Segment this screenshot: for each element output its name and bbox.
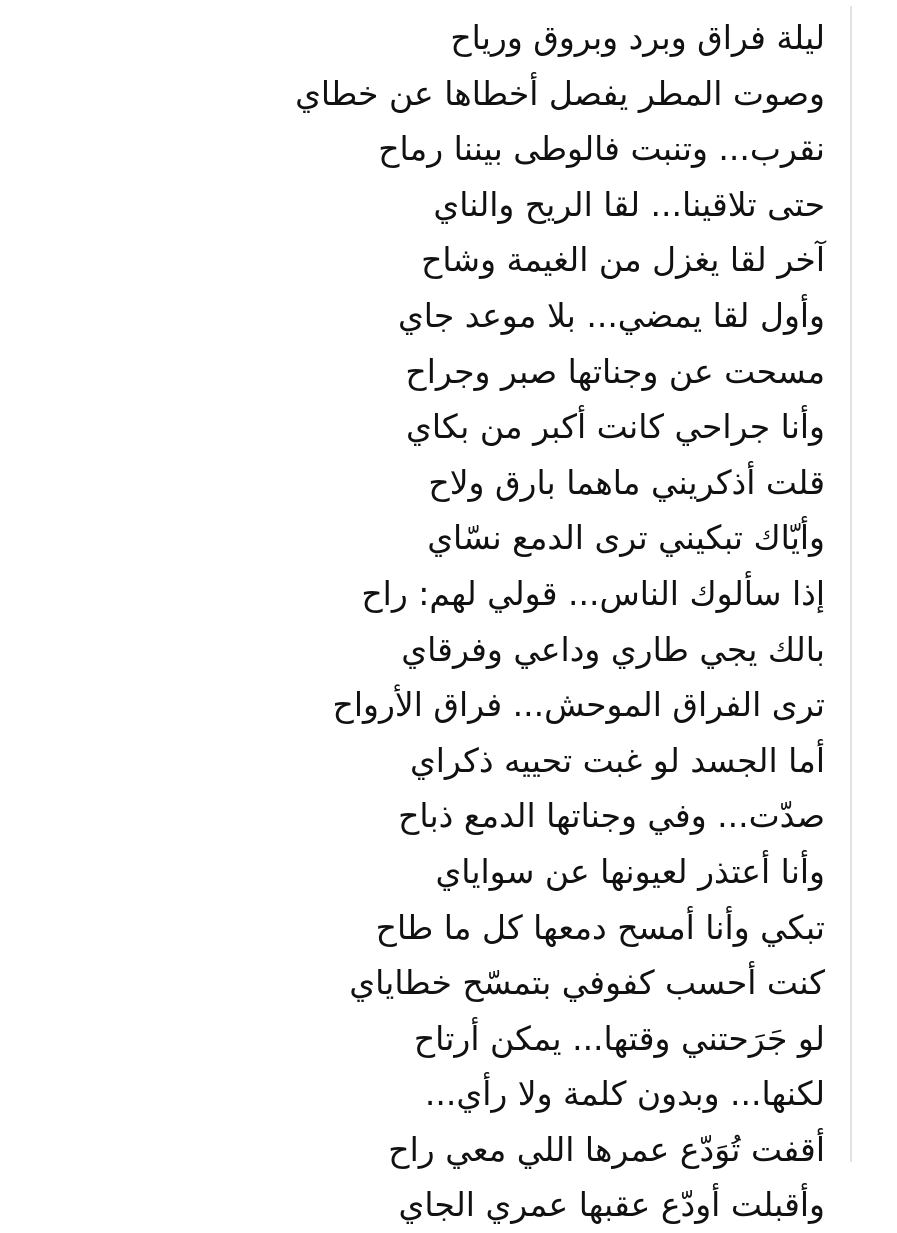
poem-line-9: قلت أذكريني ماهما بارق ولاح: [428, 462, 825, 502]
poem-line-4: حتى تلاقينا... لقا الريح والناي: [433, 184, 825, 224]
poem-line-13: ترى الفراق الموحش... فراق الأرواح: [332, 685, 825, 725]
poem-line-14: أما الجسد لو غبت تحييه ذكراي: [409, 740, 825, 780]
poem-line-3: نقرب... وتنبت فالوطى بيننا رماح: [378, 129, 825, 169]
poem-line-22: وأقبلت أودّع عقبها عمري الجاي: [398, 1185, 825, 1225]
poem-line-11: إذا سألوك الناس... قولي لهم: راح: [361, 573, 825, 613]
poem-text: [65, 10, 825, 1233]
poem-line-16: وأنا أعتذر لعيونها عن سواياي: [435, 851, 825, 891]
poem-line-17: تبكي وأنا أمسح دمعها كل ما طاح: [375, 907, 825, 947]
poem-line-20: لكنها... وبدون كلمة ولا رأي...: [424, 1074, 825, 1114]
vertical-divider: [850, 6, 852, 1162]
poem-line-1: ليلة فراق وبرد وبروق ورياح: [450, 18, 825, 57]
poem-line-15: صدّت... وفي وجناتها الدمع ذباح: [398, 796, 825, 836]
poem-line-21: أقفت تُوَدّع عمرها اللي معي راح: [388, 1129, 825, 1169]
poem-line-7: مسحت عن وجناتها صبر وجراح: [405, 351, 825, 391]
poem-line-5: آخر لقا يغزل من الغيمة وشاح: [421, 240, 825, 280]
poem-line-19: لو جَرَحتني وقتها... يمكن أرتاح: [413, 1018, 825, 1058]
poem-line-10: وأيّاك تبكيني ترى الدمع نسّاي: [427, 518, 825, 558]
poem-line-18: كنت أحسب كفوفي بتمسّح خطاياي: [349, 963, 825, 1003]
poem-line-12: بالك يجي طاري وداعي وفرقاي: [401, 629, 825, 669]
poem-line-6: وأول لقا يمضي... بلا موعد جاي: [397, 295, 825, 335]
poem-line-2: وصوت المطر يفصل أخطاها عن خطاي: [295, 73, 825, 113]
poem-line-8: وأنا جراحي كانت أكبر من بكاي: [406, 407, 825, 447]
